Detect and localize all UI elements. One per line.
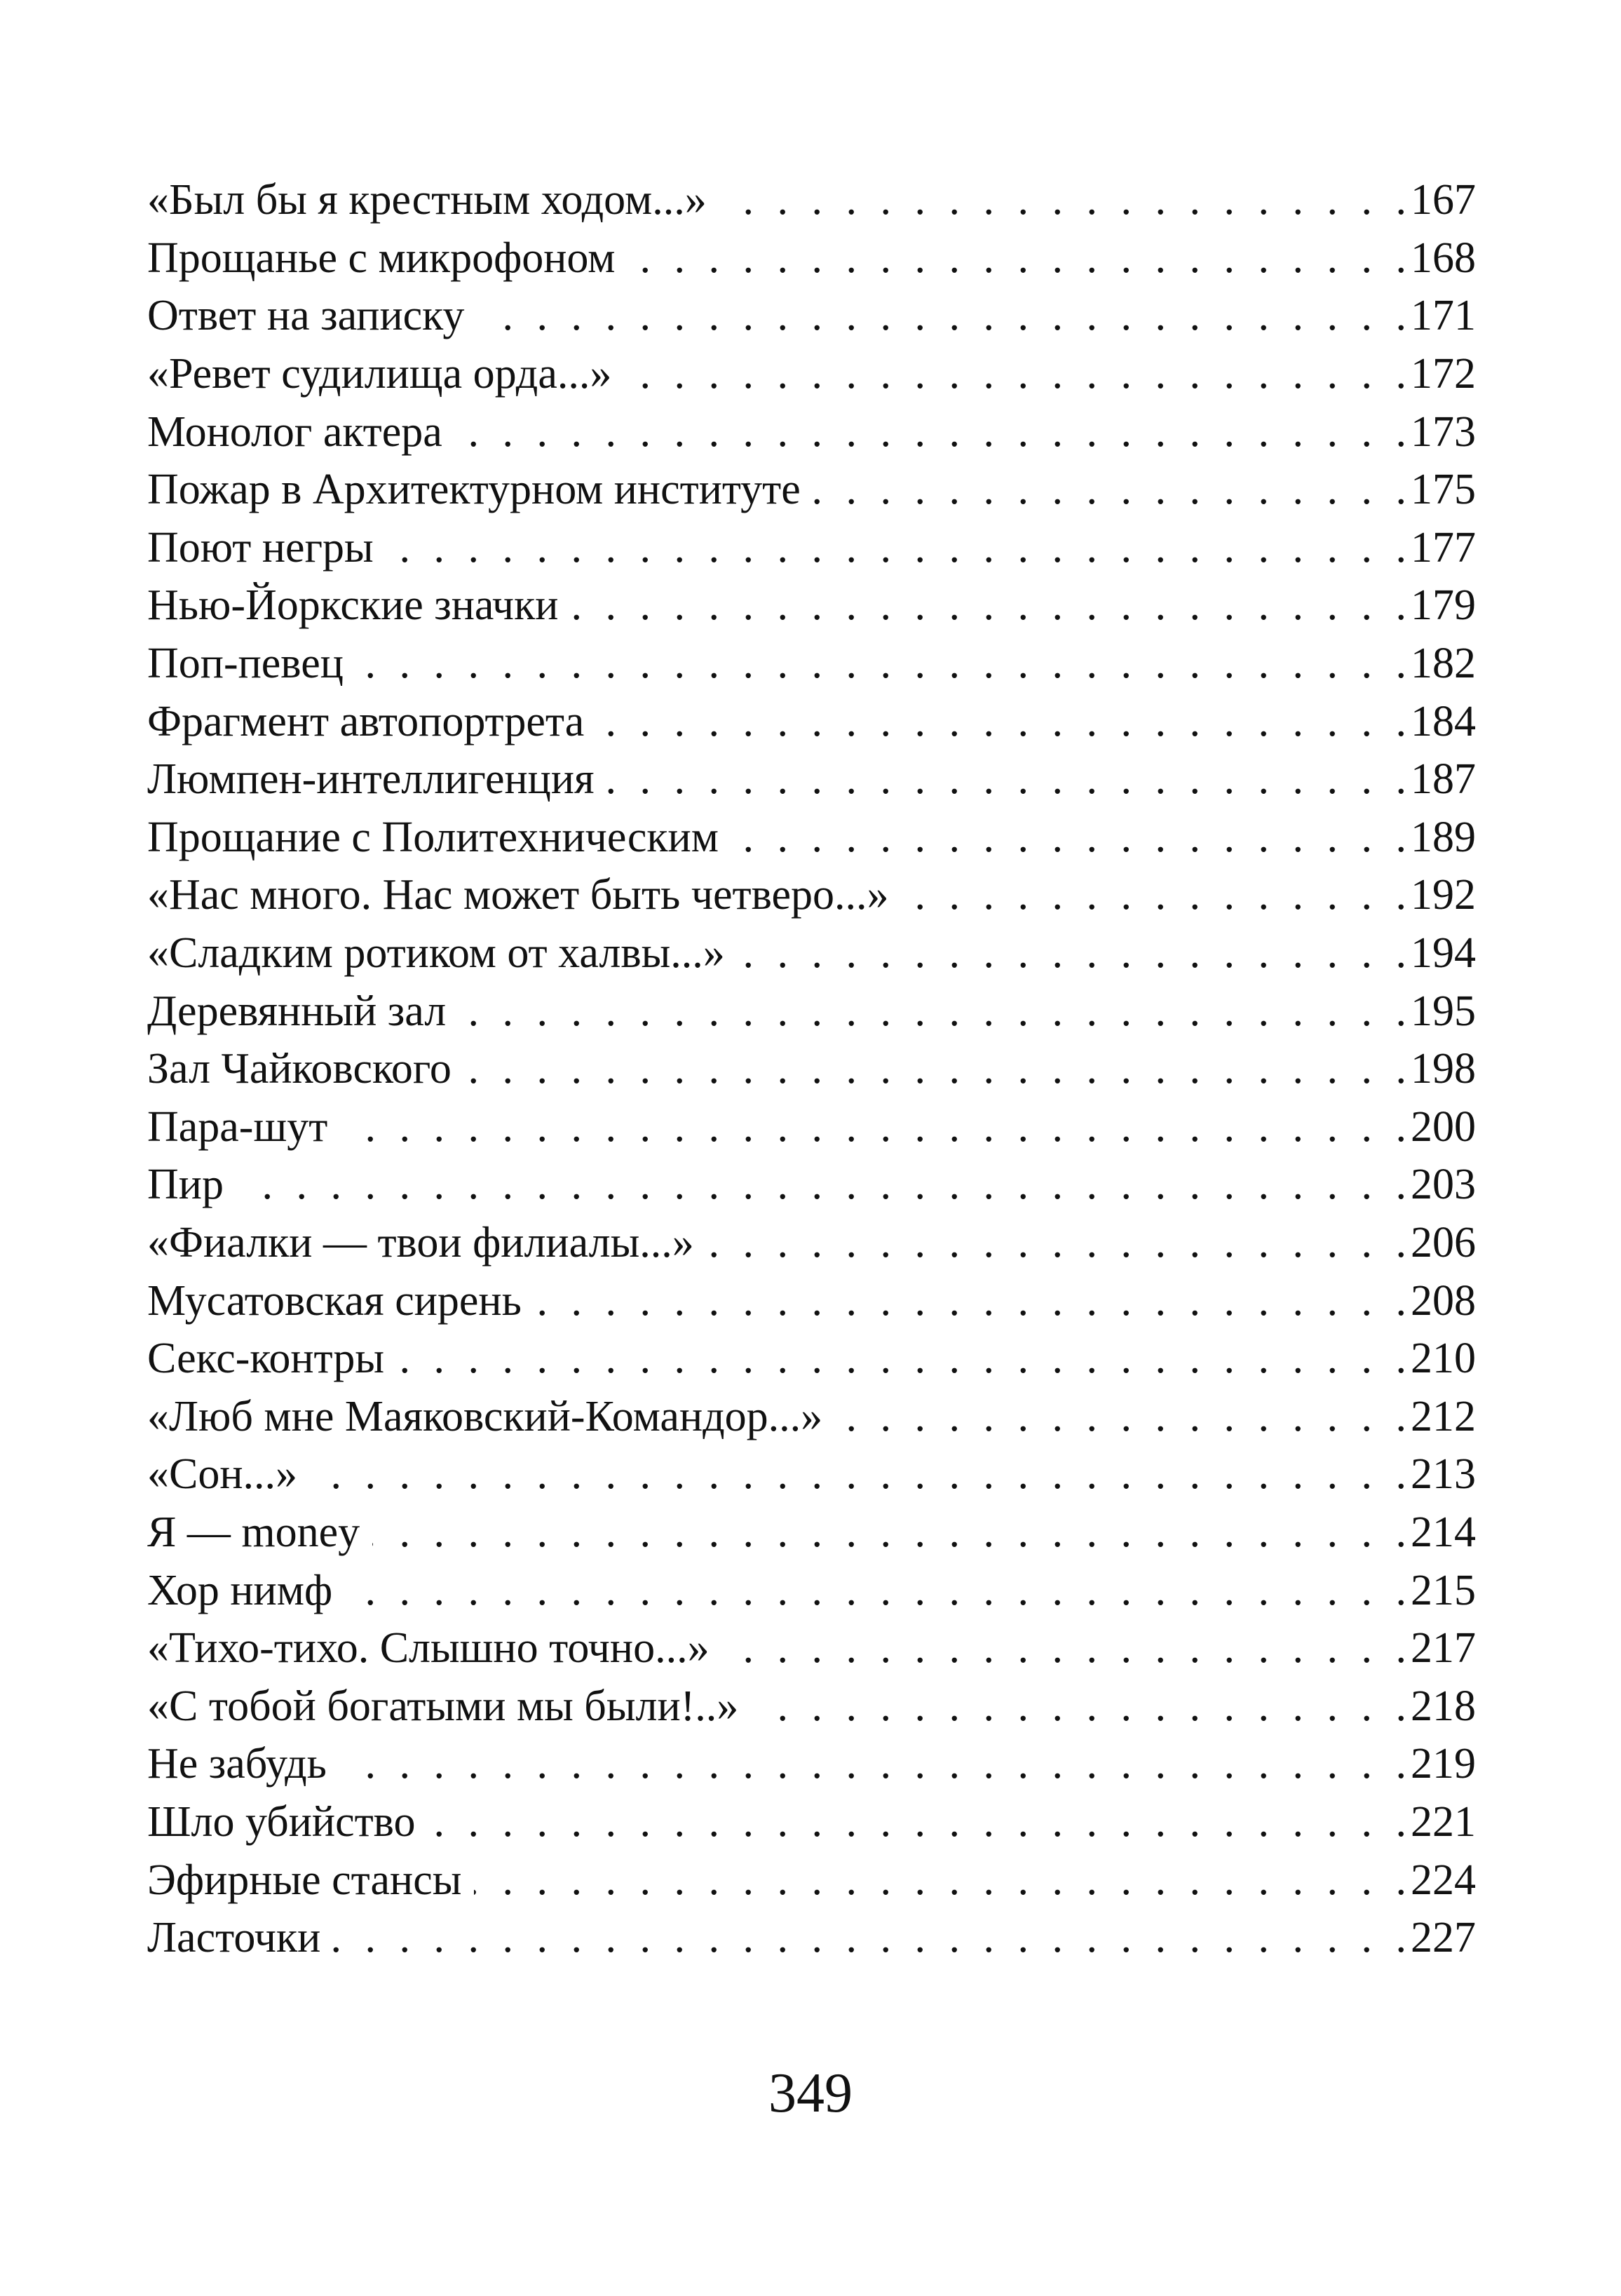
toc-entry (147, 1851, 1476, 1909)
toc-entry-page: 217 (1411, 1624, 1476, 1673)
toc-entry-title: «С тобой богатыми мы были!..» (147, 1682, 739, 1730)
toc-entry (147, 635, 1476, 693)
toc-entry-page: 187 (1411, 755, 1476, 804)
dot-leader (464, 1047, 1406, 1090)
toc-entry-page: 213 (1411, 1450, 1476, 1499)
toc-entry (147, 809, 1476, 867)
dot-leader (474, 1858, 1406, 1902)
toc-entry (147, 1909, 1476, 1967)
toc-entry-title: Пир (147, 1161, 224, 1209)
toc-entry-title: Я — money (147, 1508, 360, 1556)
toc-entry-title: Деревянный зал (147, 987, 447, 1035)
toc-entry-title: Секс-контры (147, 1335, 385, 1383)
toc-entry-page: 179 (1411, 581, 1476, 630)
toc-entry-title: «Фиалки — твои филиалы...» (147, 1218, 694, 1267)
toc-entry (147, 345, 1476, 403)
dot-leader (813, 468, 1406, 511)
toc-entry-title: Пара-шут (147, 1102, 328, 1151)
toc-entry-page: 167 (1411, 176, 1476, 224)
toc-entry (147, 750, 1476, 809)
dot-leader (722, 1626, 1406, 1670)
toc-entry-title: Поп-певец (147, 640, 344, 688)
toc-entry-title: Монолог актера (147, 407, 442, 456)
toc-entry-title: Ответ на записку (147, 292, 465, 340)
toc-entry-title: Прощание с Политехническим (147, 813, 719, 861)
toc-entry (147, 692, 1476, 750)
toc-entry-page: 200 (1411, 1102, 1476, 1151)
toc-entry-title: «Сладким ротиком от халвы...» (147, 929, 725, 978)
toc-entry-title: Шло убийство (147, 1797, 416, 1846)
table-of-contents (147, 171, 1476, 1966)
dot-leader (628, 236, 1406, 280)
toc-entry-page: 182 (1411, 640, 1476, 688)
dot-leader (386, 526, 1406, 569)
toc-entry-title: Пожар в Архитектурном институте (147, 466, 801, 514)
toc-entry (147, 924, 1476, 982)
dot-leader (345, 1569, 1406, 1612)
toc-entry-title: Фрагмент автопортрета (147, 697, 585, 745)
toc-entry (147, 1735, 1476, 1793)
toc-entry-page: 195 (1411, 987, 1476, 1035)
toc-entry-title: Не забудь (147, 1740, 327, 1788)
toc-entry (147, 519, 1476, 577)
toc-entry-page: 212 (1411, 1392, 1476, 1440)
toc-entry-page: 206 (1411, 1218, 1476, 1267)
dot-leader (356, 642, 1406, 685)
toc-entry-title: Люмпен-интеллигенция (147, 755, 595, 804)
toc-entry (147, 1214, 1476, 1272)
dot-leader (902, 873, 1406, 917)
toc-entry-page: 210 (1411, 1335, 1476, 1383)
dot-leader (397, 1337, 1406, 1380)
toc-entry (147, 171, 1476, 229)
dot-leader (607, 757, 1406, 801)
dot-leader (624, 352, 1406, 396)
toc-entry-title: Мусатовская сирень (147, 1276, 522, 1325)
toc-entry-page: 215 (1411, 1566, 1476, 1614)
dot-leader (477, 294, 1406, 337)
dot-leader (428, 1800, 1406, 1844)
toc-entry-page: 173 (1411, 407, 1476, 456)
dot-leader (835, 1395, 1406, 1438)
toc-entry-page: 194 (1411, 929, 1476, 978)
toc-entry-title: «Тихо-тихо. Слышно точно...» (147, 1624, 710, 1673)
dot-leader (339, 1742, 1406, 1785)
toc-entry-page: 214 (1411, 1508, 1476, 1556)
dot-leader (372, 1511, 1406, 1554)
toc-entry-page: 221 (1411, 1797, 1476, 1846)
toc-entry-page: 218 (1411, 1682, 1476, 1730)
dot-leader (731, 816, 1406, 859)
toc-entry-page: 189 (1411, 813, 1476, 861)
toc-entry (147, 1330, 1476, 1388)
dot-leader (333, 1916, 1406, 1959)
toc-entry-title: «Люб мне Маяковский-Командор...» (147, 1392, 823, 1440)
dot-leader (707, 1221, 1406, 1264)
toc-entry-page: 208 (1411, 1276, 1476, 1325)
toc-entry (147, 1793, 1476, 1851)
toc-entry-page: 177 (1411, 523, 1476, 572)
dot-leader (310, 1452, 1406, 1496)
toc-entry (147, 1040, 1476, 1098)
toc-entry (147, 1445, 1476, 1504)
dot-leader (571, 583, 1406, 627)
toc-entry (147, 866, 1476, 924)
toc-entry-page: 224 (1411, 1856, 1476, 1904)
toc-entry (147, 1387, 1476, 1445)
toc-entry-page: 175 (1411, 466, 1476, 514)
toc-entry-title: «Ревет судилища орда...» (147, 350, 612, 398)
page-number: 349 (768, 2062, 853, 2124)
toc-entry-page: 168 (1411, 234, 1476, 282)
toc-entry (147, 1677, 1476, 1735)
toc-entry (147, 1098, 1476, 1156)
toc-entry (147, 1619, 1476, 1677)
dot-leader (455, 410, 1406, 454)
toc-entry-title: Ласточки (147, 1914, 321, 1962)
toc-entry-title: Хор нимф (147, 1566, 333, 1614)
toc-entry-page: 198 (1411, 1045, 1476, 1093)
toc-entry-title: «Сон...» (147, 1450, 298, 1499)
toc-entry-title: Прощанье с микрофоном (147, 234, 616, 282)
toc-entry-title: Эфирные стансы (147, 1856, 462, 1904)
toc-entry (147, 982, 1476, 1040)
dot-leader (340, 1105, 1406, 1149)
toc-entry (147, 1271, 1476, 1330)
toc-entry (147, 1156, 1476, 1214)
toc-entry-title: Нью-Йоркские значки (147, 581, 559, 630)
toc-entry-page: 219 (1411, 1740, 1476, 1788)
dot-leader (459, 990, 1406, 1033)
toc-entry-page: 227 (1411, 1914, 1476, 1962)
toc-entry-title: «Нас много. Нас может быть четверо...» (147, 871, 889, 919)
toc-entry-title: Зал Чайковского (147, 1045, 452, 1093)
toc-entry (147, 403, 1476, 461)
toc-entry (147, 461, 1476, 519)
toc-entry-page: 172 (1411, 350, 1476, 398)
dot-leader (534, 1279, 1406, 1323)
toc-entry-title: Поют негры (147, 523, 374, 572)
toc-entry-page: 192 (1411, 871, 1476, 919)
toc-entry (147, 1561, 1476, 1619)
toc-entry-page: 171 (1411, 292, 1476, 340)
toc-entry-title: «Был бы я крестным ходом...» (147, 176, 707, 224)
toc-entry-page: 184 (1411, 697, 1476, 745)
toc-entry (147, 576, 1476, 635)
dot-leader (751, 1684, 1406, 1728)
dot-leader (236, 1163, 1406, 1206)
toc-entry (147, 229, 1476, 288)
dot-leader (719, 178, 1406, 222)
toc-entry-page: 203 (1411, 1161, 1476, 1209)
toc-entry (147, 1504, 1476, 1562)
toc-entry (147, 287, 1476, 345)
dot-leader (738, 931, 1406, 975)
dot-leader (597, 700, 1406, 743)
